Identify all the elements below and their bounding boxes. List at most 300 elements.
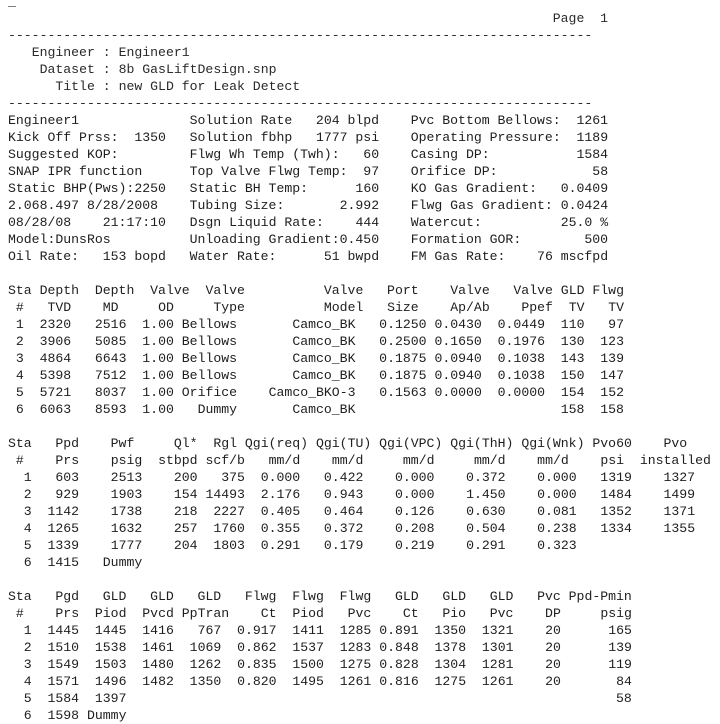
table-cell: 1378 (434, 639, 467, 655)
table-cell: 1499 (663, 486, 696, 502)
station-number: 2 (15, 333, 24, 349)
field-separator: : (102, 78, 111, 94)
table-cell: 1.00 (142, 350, 174, 366)
table-cell: 0.816 (379, 673, 419, 689)
station-number: 6 (23, 554, 32, 570)
summary-label: Engineer1 (8, 112, 80, 128)
column-header: GLD (150, 588, 174, 604)
summary-label: Oil Rate: (8, 248, 80, 264)
table-cell: 0.323 (537, 537, 577, 553)
summary-value: 1350 (134, 129, 166, 145)
summary-label: Dsgn Liquid Rate: (189, 214, 324, 230)
table-cell: 0.179 (323, 537, 364, 553)
injection-table-header-2 (8, 452, 711, 469)
pressure-table-row (8, 656, 711, 673)
column-subheader: mm/d (268, 452, 301, 468)
table-cell: Camco_BK (292, 367, 356, 383)
table-cell: 1281 (481, 656, 514, 672)
summary-value: 25.0 % (560, 214, 609, 230)
table-cell: 0.630 (466, 503, 506, 519)
column-header: Qgi(ThH) (450, 435, 514, 451)
valve-table-row (8, 350, 711, 367)
table-cell: 1482 (142, 673, 174, 689)
table-cell: Camco_BK (292, 333, 356, 349)
table-cell: 0.238 (537, 520, 577, 536)
table-cell: 1411 (292, 622, 324, 638)
injection-table-row (8, 486, 711, 503)
table-cell: 1571 (47, 673, 80, 689)
column-header: Pvo (663, 435, 688, 451)
table-cell: 767 (197, 622, 222, 638)
table-cell: 1484 (600, 486, 632, 502)
table-cell: 165 (608, 622, 632, 638)
column-subheader: Ct (402, 605, 419, 621)
table-cell: Camco_BK (292, 316, 356, 332)
column-subheader: mm/d (402, 452, 435, 468)
table-cell: 1416 (142, 622, 174, 638)
column-subheader: stbpd (158, 452, 198, 468)
summary-row (8, 248, 711, 265)
injection-table-header-1 (8, 435, 711, 452)
table-cell: 1495 (292, 673, 324, 689)
table-cell: 0.000 (537, 469, 577, 485)
table-cell: 1355 (663, 520, 696, 536)
column-header: GLD (489, 588, 514, 604)
table-cell: 1.00 (142, 384, 174, 400)
summary-value: 1261 (576, 112, 609, 128)
table-cell: 20 (545, 622, 561, 638)
pressure-table-header-2 (8, 605, 711, 622)
table-cell: 1.00 (142, 333, 174, 349)
table-cell: 1262 (189, 656, 222, 672)
table-cell: 0.0000 (434, 384, 482, 400)
table-cell: 0.1976 (497, 333, 545, 349)
table-cell: 1538 (94, 639, 127, 655)
column-header: Depth (39, 282, 80, 298)
column-header: Ql* (173, 435, 198, 451)
summary-label: Formation GOR: (410, 231, 522, 247)
table-cell: 1445 (94, 622, 127, 638)
pressure-table-row (8, 639, 711, 656)
table-cell: 1319 (600, 469, 632, 485)
station-number: 2 (23, 486, 32, 502)
table-cell: 1415 (47, 554, 80, 570)
table-cell: 1549 (47, 656, 80, 672)
column-header: Ppd-Pmin (568, 588, 632, 604)
table-cell: 158 (600, 401, 624, 417)
summary-label: Suggested KOP: (8, 146, 119, 162)
table-cell: 8593 (94, 401, 127, 417)
table-cell: 1142 (47, 503, 80, 519)
summary-value: 1189 (576, 129, 609, 145)
summary-row (8, 163, 711, 180)
table-cell: 1584 (47, 690, 80, 706)
divider-line (8, 95, 711, 112)
table-cell: 1632 (110, 520, 143, 536)
table-cell: 0.0449 (497, 316, 545, 332)
column-subheader: Pvcd (142, 605, 174, 621)
table-cell: 1760 (213, 520, 245, 536)
summary-row (8, 112, 711, 129)
station-number: 3 (15, 350, 24, 366)
summary-label: Solution Rate (189, 112, 293, 128)
column-header: Valve (323, 282, 364, 298)
summary-value: 1777 psi (315, 129, 380, 145)
summary-value: 204 blpd (315, 112, 380, 128)
injection-table-row (8, 520, 711, 537)
field-label: Dataset (39, 61, 95, 77)
table-cell: 603 (55, 469, 80, 485)
table-cell: Camco_BK (292, 350, 356, 366)
column-header: GLD (197, 588, 222, 604)
column-header: Port (387, 282, 419, 298)
field-label: Engineer (31, 44, 95, 60)
column-subheader: # (15, 452, 24, 468)
table-cell: 0.0940 (434, 367, 482, 383)
summary-row (8, 180, 711, 197)
column-subheader: installed (639, 452, 711, 468)
table-cell: 1503 (94, 656, 127, 672)
summary-row (8, 231, 711, 248)
table-cell: 0.1038 (497, 350, 545, 366)
blank-line (8, 571, 711, 588)
column-subheader: mm/d (473, 452, 506, 468)
column-header: GLD (560, 282, 585, 298)
table-cell: 1265 (47, 520, 80, 536)
column-subheader: DP (545, 605, 561, 621)
summary-label: Kick Off Prss: (8, 129, 119, 145)
table-cell: 84 (616, 673, 632, 689)
summary-value: 0.0424 (560, 197, 609, 213)
table-cell: 1350 (434, 622, 467, 638)
table-cell: 0.1563 (379, 384, 427, 400)
table-cell: 204 (173, 537, 198, 553)
divider-line (8, 27, 711, 44)
column-subheader: mm/d (331, 452, 364, 468)
column-header: Pvc (537, 588, 561, 604)
table-cell: Bellows (181, 316, 238, 332)
blank-line (8, 418, 711, 435)
divider: -------------------------------------------------------------------------- (8, 95, 593, 111)
table-cell: 0.1875 (379, 367, 427, 383)
table-cell: 1.00 (142, 316, 174, 332)
table-cell: 1598 (47, 707, 80, 723)
injection-table-row (8, 537, 711, 554)
column-header: Valve (205, 282, 245, 298)
summary-label: Orifice DP: (410, 163, 498, 179)
valve-table-header-2 (8, 299, 711, 316)
valve-table-row (8, 401, 711, 418)
summary-value: 60 (363, 146, 380, 162)
station-number: 3 (23, 503, 32, 519)
summary-label: Watercut: (410, 214, 482, 230)
summary-label: KO Gas Gradient: (410, 180, 538, 196)
table-cell: 0.943 (323, 486, 364, 502)
column-header: Flwg (339, 588, 372, 604)
summary-label: Unloading Gradient: (189, 231, 340, 247)
table-cell: 1397 (94, 690, 127, 706)
column-header: Qgi(req) (244, 435, 309, 451)
summary-value: 0.0409 (560, 180, 609, 196)
cursor-line (8, 0, 711, 10)
injection-table-row (8, 469, 711, 486)
column-subheader: MD (102, 299, 119, 315)
summary-label: Static BHP(Pws): (8, 180, 135, 196)
table-cell: 0.219 (395, 537, 435, 553)
summary-row (8, 146, 711, 163)
table-cell: 0.000 (394, 469, 435, 485)
table-cell: 200 (173, 469, 198, 485)
header-field-title (8, 78, 711, 95)
table-cell: 0.355 (260, 520, 301, 536)
column-header: Qgi(VPC) (379, 435, 443, 451)
table-cell: 1327 (663, 469, 696, 485)
table-cell: 139 (600, 350, 624, 366)
summary-label: Flwg Gas Gradient: (410, 197, 553, 213)
table-cell: 0.1250 (379, 316, 427, 332)
table-cell: 1371 (663, 503, 696, 519)
summary-label: Tubing Size: (189, 197, 285, 213)
summary-label: Top Valve Flwg Temp: (189, 163, 348, 179)
table-cell: 154 (560, 384, 585, 400)
table-cell: 20 (545, 673, 561, 689)
table-cell: 0.405 (260, 503, 301, 519)
valve-table-row (8, 384, 711, 401)
header-field-engineer (8, 44, 711, 61)
table-cell: 14493 (205, 486, 245, 502)
column-header: Sta (8, 435, 32, 451)
column-subheader: Prs (55, 452, 80, 468)
table-cell: 158 (560, 401, 585, 417)
column-subheader: Ap/Ab (450, 299, 490, 315)
table-cell: Dummy (197, 401, 238, 417)
column-header: Pgd (55, 588, 80, 604)
table-cell: 0.372 (466, 469, 506, 485)
pressure-table-row (8, 673, 711, 690)
table-cell: 5721 (39, 384, 72, 400)
table-cell: 0.917 (237, 622, 277, 638)
table-cell: 143 (560, 350, 585, 366)
table-cell: 2516 (94, 316, 127, 332)
blank-line (8, 265, 711, 282)
table-cell: 0.081 (537, 503, 577, 519)
pressure-table-header-1 (8, 588, 711, 605)
station-number: 6 (15, 401, 24, 417)
injection-table-row (8, 503, 711, 520)
table-cell: 0.862 (237, 639, 277, 655)
injection-table-row (8, 554, 711, 571)
summary-value: 76 mscfpd (537, 248, 609, 264)
column-subheader: psi (600, 452, 625, 468)
station-number: 1 (15, 316, 24, 332)
gas-lift-design-report (8, 0, 711, 724)
summary-label: Operating Pressure: (410, 129, 561, 145)
column-subheader: psig (110, 452, 143, 468)
table-cell: 0.2500 (379, 333, 427, 349)
table-cell: 1496 (94, 673, 127, 689)
column-header: GLD (442, 588, 466, 604)
table-cell: 130 (560, 333, 585, 349)
table-cell: 0.828 (379, 656, 419, 672)
table-cell: 0.0940 (434, 350, 482, 366)
column-subheader: PpTran (181, 605, 230, 621)
column-header: GLD (102, 588, 127, 604)
table-cell: 97 (608, 316, 624, 332)
column-subheader: OD (158, 299, 174, 315)
table-cell: 0.000 (260, 469, 301, 485)
table-cell: Camco_BKO-3 (268, 384, 356, 400)
table-cell: 139 (608, 639, 632, 655)
station-number: 5 (23, 537, 32, 553)
table-cell: 123 (600, 333, 624, 349)
summary-value: 58 (592, 163, 609, 179)
table-cell: 1777 (110, 537, 143, 553)
table-cell: 0.891 (379, 622, 419, 638)
summary-label: Water Rate: (189, 248, 277, 264)
table-cell: 0.1038 (497, 367, 545, 383)
table-cell: 1500 (292, 656, 324, 672)
table-cell: 1903 (110, 486, 143, 502)
column-subheader: mm/d (537, 452, 569, 468)
column-subheader: Piod (94, 605, 127, 621)
summary-row (8, 214, 711, 231)
table-cell: 1461 (142, 639, 174, 655)
table-cell: Camco_BK (292, 401, 356, 417)
column-subheader: TV (608, 299, 624, 315)
table-cell: Dummy (102, 554, 143, 570)
table-cell: 0.208 (395, 520, 435, 536)
summary-row (8, 197, 711, 214)
pressure-table-row (8, 690, 711, 707)
header-field-dataset (8, 61, 711, 78)
table-cell: 1.00 (142, 367, 174, 383)
valve-table-row (8, 333, 711, 350)
table-cell: 1.450 (466, 486, 506, 502)
column-subheader: Pvc (347, 605, 372, 621)
table-cell: 0.291 (260, 537, 301, 553)
table-cell: 1275 (339, 656, 372, 672)
table-cell: 0.000 (537, 486, 577, 502)
table-cell: 1.00 (142, 401, 174, 417)
table-cell: 4864 (39, 350, 72, 366)
table-cell: Bellows (181, 350, 238, 366)
column-header: Pvo60 (592, 435, 632, 451)
table-cell: 0.0430 (434, 316, 482, 332)
table-cell: 1283 (339, 639, 372, 655)
field-value: Engineer1 (118, 44, 190, 60)
column-subheader: Model (323, 299, 364, 315)
column-subheader: Prs (55, 605, 80, 621)
table-cell: 0.835 (237, 656, 277, 672)
table-cell: 0.422 (323, 469, 364, 485)
table-cell: 1301 (481, 639, 514, 655)
column-header: Sta (8, 588, 32, 604)
station-number: 1 (23, 469, 32, 485)
column-header: Valve (150, 282, 190, 298)
table-cell: 1069 (189, 639, 222, 655)
summary-value: 21:17:10 (102, 214, 166, 230)
field-label: Title (55, 78, 95, 94)
table-cell: 3906 (39, 333, 72, 349)
station-number: 5 (23, 690, 32, 706)
column-header: Ppd (55, 435, 80, 451)
table-cell: 6063 (39, 401, 72, 417)
summary-label: Casing DP: (410, 146, 490, 162)
table-cell: 1261 (339, 673, 372, 689)
column-header: Sta (8, 282, 32, 298)
station-number: 6 (23, 707, 32, 723)
table-cell: 20 (545, 639, 561, 655)
table-cell: 7512 (94, 367, 127, 383)
column-subheader: psig (600, 605, 632, 621)
table-cell: 0.464 (323, 503, 364, 519)
column-header: Flwg (244, 588, 277, 604)
table-cell: 1480 (142, 656, 174, 672)
field-separator: : (102, 44, 111, 60)
column-subheader: Piod (292, 605, 324, 621)
page-label: Page (552, 10, 585, 26)
table-cell: Bellows (181, 333, 238, 349)
field-value: 8b GasLiftDesign.snp (118, 61, 277, 77)
page-indicator (8, 10, 711, 27)
table-cell: 1445 (47, 622, 80, 638)
table-cell: 58 (615, 690, 632, 706)
table-cell: 257 (173, 520, 198, 536)
station-number: 4 (15, 367, 24, 383)
column-subheader: TV (568, 299, 585, 315)
station-number: 1 (23, 622, 32, 638)
table-cell: 1352 (600, 503, 632, 519)
column-subheader: Ct (260, 605, 277, 621)
column-subheader: Type (213, 299, 245, 315)
table-cell: 154 (173, 486, 198, 502)
table-cell: 1321 (481, 622, 514, 638)
table-cell: Dummy (87, 707, 127, 723)
table-cell: 0.126 (395, 503, 435, 519)
column-header: Qgi(Wnk) (521, 435, 585, 451)
table-cell: 5398 (39, 367, 72, 383)
table-cell: 0.000 (394, 486, 435, 502)
table-cell: 2513 (110, 469, 143, 485)
summary-label: Static BH Temp: (189, 180, 309, 196)
column-header: Valve (450, 282, 490, 298)
table-cell: 1537 (292, 639, 324, 655)
summary-value: 444 (355, 214, 380, 230)
valve-table-header-1 (8, 282, 711, 299)
table-cell: 2227 (213, 503, 245, 519)
table-cell: 929 (55, 486, 80, 502)
column-subheader: Pio (442, 605, 467, 621)
summary-label: FM Gas Rate: (410, 248, 506, 264)
table-cell: 218 (173, 503, 198, 519)
station-number: 2 (23, 639, 32, 655)
station-number: 3 (23, 656, 32, 672)
table-cell: 1350 (189, 673, 222, 689)
table-cell: 0.291 (466, 537, 506, 553)
table-cell: 0.372 (323, 520, 364, 536)
table-cell: 0.504 (466, 520, 506, 536)
summary-label: Flwg Wh Temp (Twh): (189, 146, 340, 162)
table-cell: 5085 (94, 333, 127, 349)
column-subheader: TVD (47, 299, 72, 315)
column-header: Rgl (213, 435, 237, 451)
table-cell: 0.1875 (379, 350, 427, 366)
valve-table-row (8, 316, 711, 333)
table-cell: 1261 (481, 673, 514, 689)
summary-label: SNAP IPR function (8, 163, 143, 179)
summary-value: 500 (584, 231, 609, 247)
table-cell: 1304 (434, 656, 467, 672)
